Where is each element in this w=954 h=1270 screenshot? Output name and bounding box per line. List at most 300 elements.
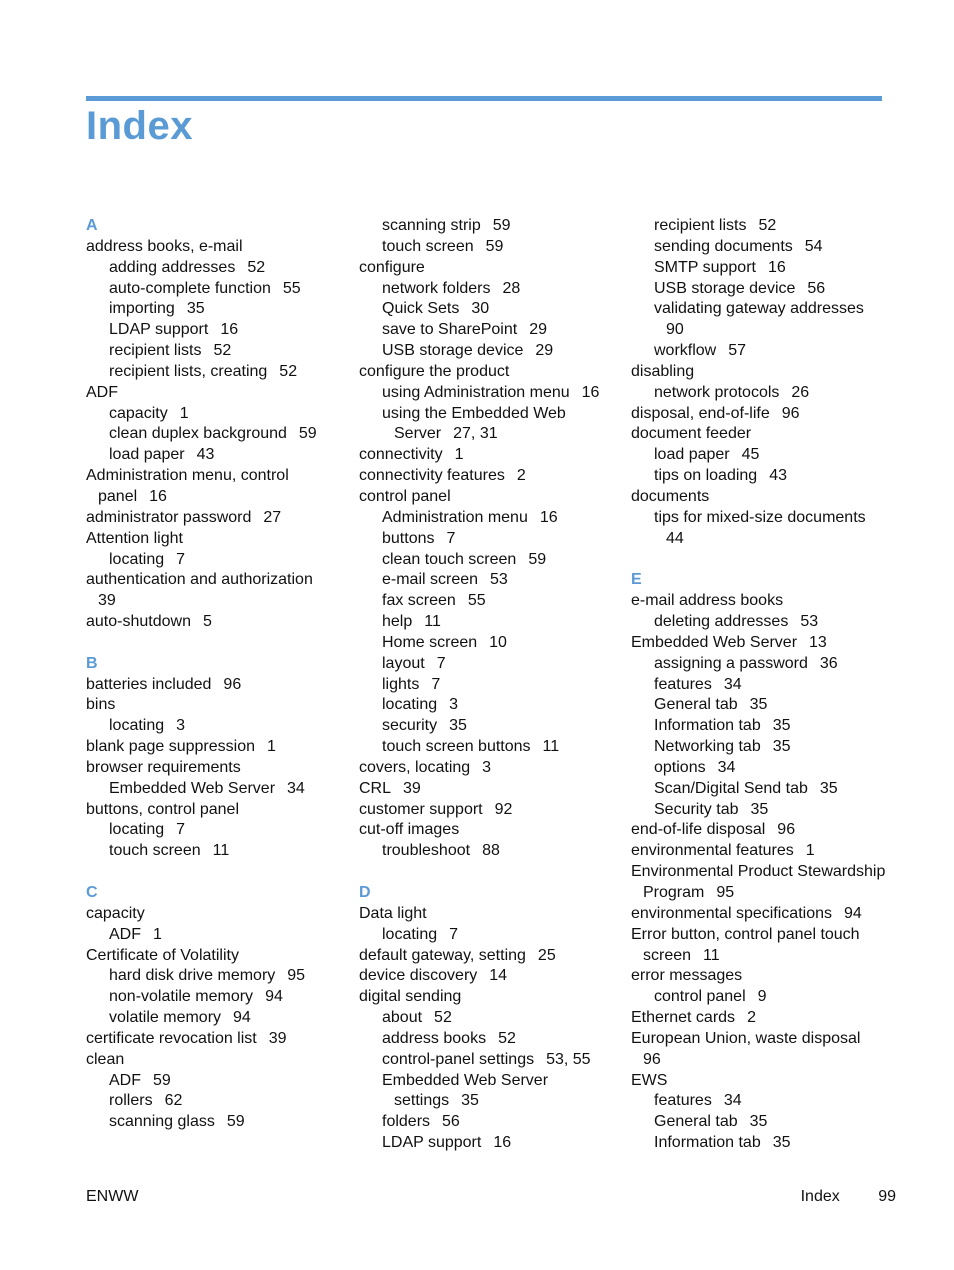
page-ref[interactable]: 7 <box>446 529 456 547</box>
index-entry <box>359 800 621 821</box>
entry-term: customer support <box>359 800 483 818</box>
page-ref[interactable]: 96 <box>643 1050 661 1068</box>
entry-term: Quick Sets <box>382 300 460 318</box>
entry-term: tips for mixed-size documents <box>654 508 866 526</box>
page-ref[interactable]: 7 <box>449 925 459 943</box>
page-ref[interactable]: 34 <box>717 758 736 776</box>
page-ref[interactable]: 3 <box>449 696 459 714</box>
index-subentry <box>359 383 621 404</box>
index-subentry <box>359 716 621 737</box>
page-ref[interactable]: 55 <box>282 279 301 297</box>
index-subentry <box>359 1071 621 1113</box>
index-subentry <box>631 383 893 404</box>
page-ref[interactable]: 16 <box>581 383 600 401</box>
entry-continuation <box>382 1091 621 1112</box>
page-ref[interactable]: 11 <box>703 946 720 964</box>
index-subentry <box>631 987 893 1008</box>
section-letter: E <box>631 571 642 589</box>
index-entry <box>631 633 893 654</box>
entry-term: capacity <box>86 904 145 922</box>
entry-term: documents <box>631 487 710 505</box>
continuation-text: screen <box>643 946 692 964</box>
entry-term: troubleshoot <box>382 842 471 860</box>
page-ref[interactable]: 43 <box>196 446 215 464</box>
entry-term: touch screen <box>382 237 474 255</box>
index-subentry <box>86 445 348 466</box>
page-ref[interactable]: 7 <box>436 654 446 672</box>
page-ref[interactable]: 35 <box>750 800 769 818</box>
entry-continuation <box>654 320 893 341</box>
entry-term: security <box>382 717 438 735</box>
entry-term: lights <box>382 675 420 693</box>
index-column-2 <box>359 216 621 1154</box>
index-subentry <box>631 1112 893 1133</box>
section-gap <box>86 633 348 654</box>
entry-term: EWS <box>631 1071 668 1089</box>
page-ref[interactable]: 59 <box>528 550 547 568</box>
index-entry <box>359 904 621 925</box>
entry-term: blank page suppression <box>86 738 256 756</box>
entry-term: workflow <box>654 342 717 360</box>
index-subentry <box>359 508 621 529</box>
entry-term: volatile memory <box>109 1009 222 1027</box>
entry-term: General tab <box>654 696 738 714</box>
index-subentry <box>631 466 893 487</box>
index-entry <box>86 695 348 716</box>
page-ref[interactable]: 96 <box>777 821 796 839</box>
entry-term: auto-shutdown <box>86 613 191 631</box>
index-entry <box>86 466 348 508</box>
page-ref[interactable]: 10 <box>489 633 507 651</box>
page-ref[interactable]: 3 <box>482 758 492 776</box>
entry-term: Ethernet cards <box>631 1009 736 1027</box>
entry-term: save to SharePoint <box>382 321 518 339</box>
entry-continuation <box>382 424 621 445</box>
index-subentry <box>631 675 893 696</box>
index-subentry <box>631 716 893 737</box>
page-ref[interactable]: 52 <box>758 217 777 234</box>
index-subentry <box>359 591 621 612</box>
page-ref[interactable]: 7 <box>431 675 441 693</box>
entry-term: Scan/Digital Send tab <box>654 779 808 797</box>
section-letter: D <box>359 884 371 901</box>
index-subentry <box>86 1091 348 1112</box>
entry-term: importing <box>109 300 175 318</box>
page-ref[interactable]: 52 <box>498 1029 516 1047</box>
page-ref[interactable]: 7 <box>176 550 186 568</box>
page-ref[interactable]: 35 <box>449 717 467 735</box>
index-subentry <box>359 299 621 320</box>
index-entry <box>631 424 893 445</box>
page-ref[interactable]: 11 <box>542 738 560 756</box>
index-subentry <box>86 1071 348 1092</box>
page-ref[interactable]: 7 <box>176 821 186 839</box>
entry-term: Attention light <box>86 529 183 547</box>
section-letter: B <box>86 654 98 672</box>
page-ref[interactable]: 88 <box>482 842 500 860</box>
entry-term: CRL <box>359 779 392 797</box>
page-ref[interactable]: 36 <box>819 654 838 672</box>
entry-term: clean duplex background <box>109 425 287 443</box>
index-entry <box>631 1071 893 1092</box>
index-subentry <box>359 841 621 862</box>
entry-term: USB storage device <box>382 342 524 360</box>
page-ref[interactable]: 29 <box>529 321 547 339</box>
index-subentry <box>631 800 893 821</box>
entry-term: locating <box>109 821 165 839</box>
index-entry <box>359 779 621 800</box>
entry-term: validating gateway addresses <box>654 300 864 318</box>
index-subentry <box>359 279 621 300</box>
index-subentry <box>359 529 621 550</box>
page-ref[interactable]: 16 <box>493 1134 512 1152</box>
index-entry <box>86 737 348 758</box>
entry-term: tips on loading <box>654 467 758 485</box>
index-subentry <box>359 737 621 758</box>
index-subentry <box>631 695 893 716</box>
entry-term: hard disk drive memory <box>109 967 276 985</box>
entry-term: bins <box>86 696 116 714</box>
page-ref[interactable]: 45 <box>741 446 760 464</box>
page-ref[interactable]: 1 <box>267 738 276 756</box>
index-subentry <box>359 1133 621 1154</box>
page-ref[interactable]: 59 <box>492 217 511 234</box>
index-subentry <box>86 341 348 362</box>
page-ref[interactable]: 53, 55 <box>546 1050 591 1068</box>
page-ref[interactable]: 35 <box>772 1134 791 1152</box>
page-ref[interactable]: 1 <box>454 446 464 464</box>
entry-term: Environmental Product Stewardship <box>631 863 886 881</box>
entry-term: layout <box>382 654 425 672</box>
index-subentry <box>86 987 348 1008</box>
entry-term: fax screen <box>382 592 456 610</box>
page-ref[interactable]: 52 <box>213 342 232 360</box>
index-subentry <box>359 1029 621 1050</box>
entry-term: Security tab <box>654 800 739 818</box>
page-ref[interactable]: 3 <box>176 717 186 735</box>
page-ref[interactable]: 39 <box>403 779 421 797</box>
index-entry <box>631 362 893 383</box>
index-subentry <box>359 1112 621 1133</box>
entry-term: connectivity <box>359 446 443 464</box>
index-subentry <box>631 299 893 341</box>
index-entry <box>86 904 348 925</box>
index-column-3 <box>631 216 893 1154</box>
entry-continuation <box>86 487 348 508</box>
index-entry <box>359 946 621 967</box>
page-ref[interactable]: 26 <box>791 383 810 401</box>
index-subentry <box>359 570 621 591</box>
index-subentry <box>631 279 893 300</box>
index-entry <box>86 1050 348 1071</box>
page-ref[interactable]: 9 <box>757 988 767 1006</box>
page-ref[interactable]: 27 <box>263 508 282 526</box>
index-subentry <box>86 966 348 987</box>
page-title: Index <box>86 104 193 148</box>
entry-term: locating <box>109 717 165 735</box>
index-entry <box>359 445 621 466</box>
index-entry <box>631 904 893 925</box>
entry-continuation <box>631 883 893 904</box>
index-subentry <box>359 550 621 571</box>
page-ref[interactable]: 34 <box>287 779 305 797</box>
index-entry <box>359 758 621 779</box>
entry-term: sending documents <box>654 237 793 255</box>
index-entry <box>86 383 348 404</box>
index-subentry <box>86 925 348 946</box>
entry-term: environmental features <box>631 842 794 860</box>
index-subentry <box>631 779 893 800</box>
page-ref[interactable]: 16 <box>220 321 239 339</box>
entry-term: control panel <box>654 988 746 1006</box>
index-entry <box>86 570 348 612</box>
entry-term: Information tab <box>654 1134 761 1152</box>
index-subentry <box>359 404 621 446</box>
entry-term: Home screen <box>382 633 478 651</box>
entry-term: configure the product <box>359 362 510 380</box>
index-entry <box>86 946 348 967</box>
index-entry <box>86 612 348 633</box>
page-ref[interactable]: 34 <box>723 675 742 693</box>
entry-term: cut-off images <box>359 821 460 839</box>
index-subentry <box>86 320 348 341</box>
page-ref[interactable]: 94 <box>844 904 862 922</box>
index-entry <box>631 925 893 967</box>
index-entry <box>86 529 348 550</box>
page-ref[interactable]: 95 <box>287 967 306 985</box>
entry-term: address books, e-mail <box>86 237 243 255</box>
index-subentry <box>631 737 893 758</box>
index-subentry <box>359 216 621 237</box>
index-subentry <box>359 320 621 341</box>
entry-term: configure <box>359 258 425 276</box>
index-subentry <box>631 758 893 779</box>
entry-term: administrator password <box>86 508 252 526</box>
page-ref[interactable]: 35 <box>749 1113 768 1131</box>
page-ref[interactable]: 54 <box>804 237 823 255</box>
entry-term: LDAP support <box>109 321 209 339</box>
page-ref[interactable]: 53 <box>800 613 819 631</box>
entry-term: USB storage device <box>654 279 796 297</box>
entry-term: load paper <box>109 446 185 464</box>
entry-term: assigning a password <box>654 654 808 672</box>
index-entry <box>631 404 893 425</box>
index-subentry <box>86 1112 348 1133</box>
index-entry <box>631 841 893 862</box>
continuation-text: Program <box>643 884 705 901</box>
entry-term: ADF <box>86 383 118 401</box>
page-ref[interactable]: 59 <box>153 1071 171 1089</box>
page-ref[interactable]: 16 <box>539 508 558 526</box>
entry-term: using Administration menu <box>382 383 570 401</box>
page-ref[interactable]: 62 <box>164 1092 183 1110</box>
entry-term: device discovery <box>359 967 478 985</box>
entry-term: control-panel settings <box>382 1050 535 1068</box>
page-ref[interactable]: 90 <box>666 321 684 339</box>
page-ref[interactable]: 39 <box>98 592 116 610</box>
page-ref[interactable]: 55 <box>467 592 486 610</box>
entry-term: Error button, control panel touch <box>631 925 860 943</box>
entry-term: end-of-life disposal <box>631 821 766 839</box>
page-ref[interactable]: 52 <box>247 258 266 276</box>
page-ref[interactable]: 39 <box>268 1029 287 1047</box>
page-ref[interactable]: 2 <box>516 467 526 485</box>
entry-term: Certificate of Volatility <box>86 946 239 964</box>
entry-term: touch screen <box>109 842 201 860</box>
entry-term: Embedded Web Server <box>631 633 798 651</box>
index-entry <box>359 487 621 508</box>
page-ref[interactable]: 11 <box>424 613 441 631</box>
page-ref[interactable]: 5 <box>202 613 212 631</box>
entry-term: digital sending <box>359 988 462 1006</box>
page-number: 99 <box>878 1188 896 1205</box>
page-ref[interactable]: 28 <box>502 279 521 297</box>
page-ref[interactable]: 27, 31 <box>453 425 498 443</box>
page-ref[interactable]: 35 <box>461 1092 479 1110</box>
page-ref[interactable]: 43 <box>769 467 787 485</box>
page-ref[interactable]: 59 <box>485 237 504 255</box>
entry-term: recipient lists, creating <box>109 362 268 380</box>
page-ref[interactable]: 52 <box>434 1009 452 1027</box>
entry-term: default gateway, setting <box>359 946 526 964</box>
entry-term: Administration menu, control <box>86 467 289 485</box>
entry-term: folders <box>382 1113 431 1131</box>
index-entry <box>631 591 893 612</box>
page-ref[interactable]: 35 <box>749 696 768 714</box>
entry-continuation <box>654 529 893 550</box>
index-subentry <box>359 612 621 633</box>
entry-term: error messages <box>631 967 743 985</box>
index-entry <box>631 820 893 841</box>
entry-term: control panel <box>359 487 451 505</box>
page-ref[interactable]: 16 <box>767 258 786 276</box>
index-entry <box>359 820 621 841</box>
index-subentry <box>631 654 893 675</box>
index-entry <box>86 800 348 821</box>
page-ref[interactable]: 94 <box>233 1009 251 1027</box>
index-subentry <box>86 424 348 445</box>
entry-term: adding addresses <box>109 258 236 276</box>
page-ref[interactable]: 56 <box>442 1113 460 1131</box>
entry-term: features <box>654 1092 712 1110</box>
page-ref[interactable]: 1 <box>153 925 162 943</box>
page-ref[interactable]: 52 <box>279 362 298 380</box>
entry-term: Data light <box>359 904 427 922</box>
index-subentry <box>86 258 348 279</box>
index-subentry <box>359 341 621 362</box>
page-ref[interactable]: 35 <box>819 779 838 797</box>
index-subentry <box>359 633 621 654</box>
entry-term: network protocols <box>654 383 780 401</box>
page-ref[interactable]: 35 <box>772 738 791 756</box>
index-entry <box>359 966 621 987</box>
page-ref[interactable]: 1 <box>179 404 189 422</box>
page-ref[interactable]: 30 <box>471 300 490 318</box>
entry-term: General tab <box>654 1113 738 1131</box>
page-ref[interactable]: 59 <box>226 1113 245 1131</box>
page-ref[interactable]: 29 <box>535 342 554 360</box>
section-gap <box>631 550 893 571</box>
page-ref[interactable]: 16 <box>149 487 167 505</box>
entry-term: touch screen buttons <box>382 738 531 756</box>
index-entry <box>631 487 893 508</box>
entry-term: help <box>382 613 413 631</box>
page-ref[interactable]: 96 <box>223 675 242 693</box>
page-ref[interactable]: 57 <box>728 342 747 360</box>
page-ref[interactable]: 53 <box>490 571 508 589</box>
page-ref[interactable]: 14 <box>489 967 508 985</box>
entry-continuation <box>631 946 893 967</box>
section-letter: A <box>86 217 98 234</box>
index-subentry <box>86 1008 348 1029</box>
entry-term: capacity <box>109 404 168 422</box>
entry-term: disposal, end-of-life <box>631 404 770 422</box>
index-subentry <box>631 216 893 237</box>
page-ref[interactable]: 2 <box>747 1009 756 1027</box>
index-subentry <box>86 279 348 300</box>
page-ref[interactable]: 35 <box>186 300 205 318</box>
page-ref[interactable]: 96 <box>781 404 800 422</box>
page-ref[interactable]: 92 <box>494 800 513 818</box>
page-ref[interactable]: 34 <box>723 1092 742 1110</box>
entry-term: Embedded Web Server <box>109 779 276 797</box>
page-ref[interactable]: 94 <box>265 988 283 1006</box>
header-rule <box>86 96 882 101</box>
index-entry <box>86 675 348 696</box>
page-ref[interactable]: 25 <box>537 946 556 964</box>
index-entry <box>86 237 348 258</box>
continuation-text: panel <box>98 487 138 505</box>
index-subentry <box>359 654 621 675</box>
index-entry <box>86 758 348 779</box>
entry-term: covers, locating <box>359 758 471 776</box>
entry-term: Administration menu <box>382 508 528 526</box>
index-subentry <box>86 362 348 383</box>
section-letter: C <box>86 884 98 901</box>
entry-term: authentication and authorization <box>86 571 313 589</box>
index-subentry <box>631 612 893 633</box>
index-subentry <box>631 341 893 362</box>
page-ref[interactable]: 95 <box>716 884 735 901</box>
index-subentry <box>86 404 348 425</box>
entry-term: locating <box>382 696 438 714</box>
index-subentry <box>631 508 893 550</box>
page-ref[interactable]: 56 <box>807 279 826 297</box>
page-ref[interactable]: 44 <box>666 529 684 547</box>
continuation-text: settings <box>394 1092 450 1110</box>
page-ref[interactable]: 13 <box>809 633 827 651</box>
section-gap <box>86 862 348 883</box>
index-subentry <box>86 841 348 862</box>
entry-term: network folders <box>382 279 491 297</box>
page-ref[interactable]: 59 <box>298 425 317 443</box>
page-ref[interactable]: 35 <box>772 717 791 735</box>
index-entry <box>359 466 621 487</box>
page-ref[interactable]: 11 <box>212 842 230 860</box>
footer-right <box>801 1188 896 1206</box>
entry-term: European Union, waste disposal <box>631 1029 861 1047</box>
index-subentry <box>359 925 621 946</box>
footer-section: Index <box>800 1188 840 1205</box>
page-ref[interactable]: 1 <box>805 842 815 860</box>
entry-term: non-volatile memory <box>109 988 254 1006</box>
entry-term: buttons, control panel <box>86 800 239 818</box>
entry-term: scanning strip <box>382 217 481 234</box>
entry-term: scanning glass <box>109 1113 215 1131</box>
index-entry <box>359 987 621 1008</box>
entry-term: buttons <box>382 529 435 547</box>
entry-term: locating <box>109 550 165 568</box>
